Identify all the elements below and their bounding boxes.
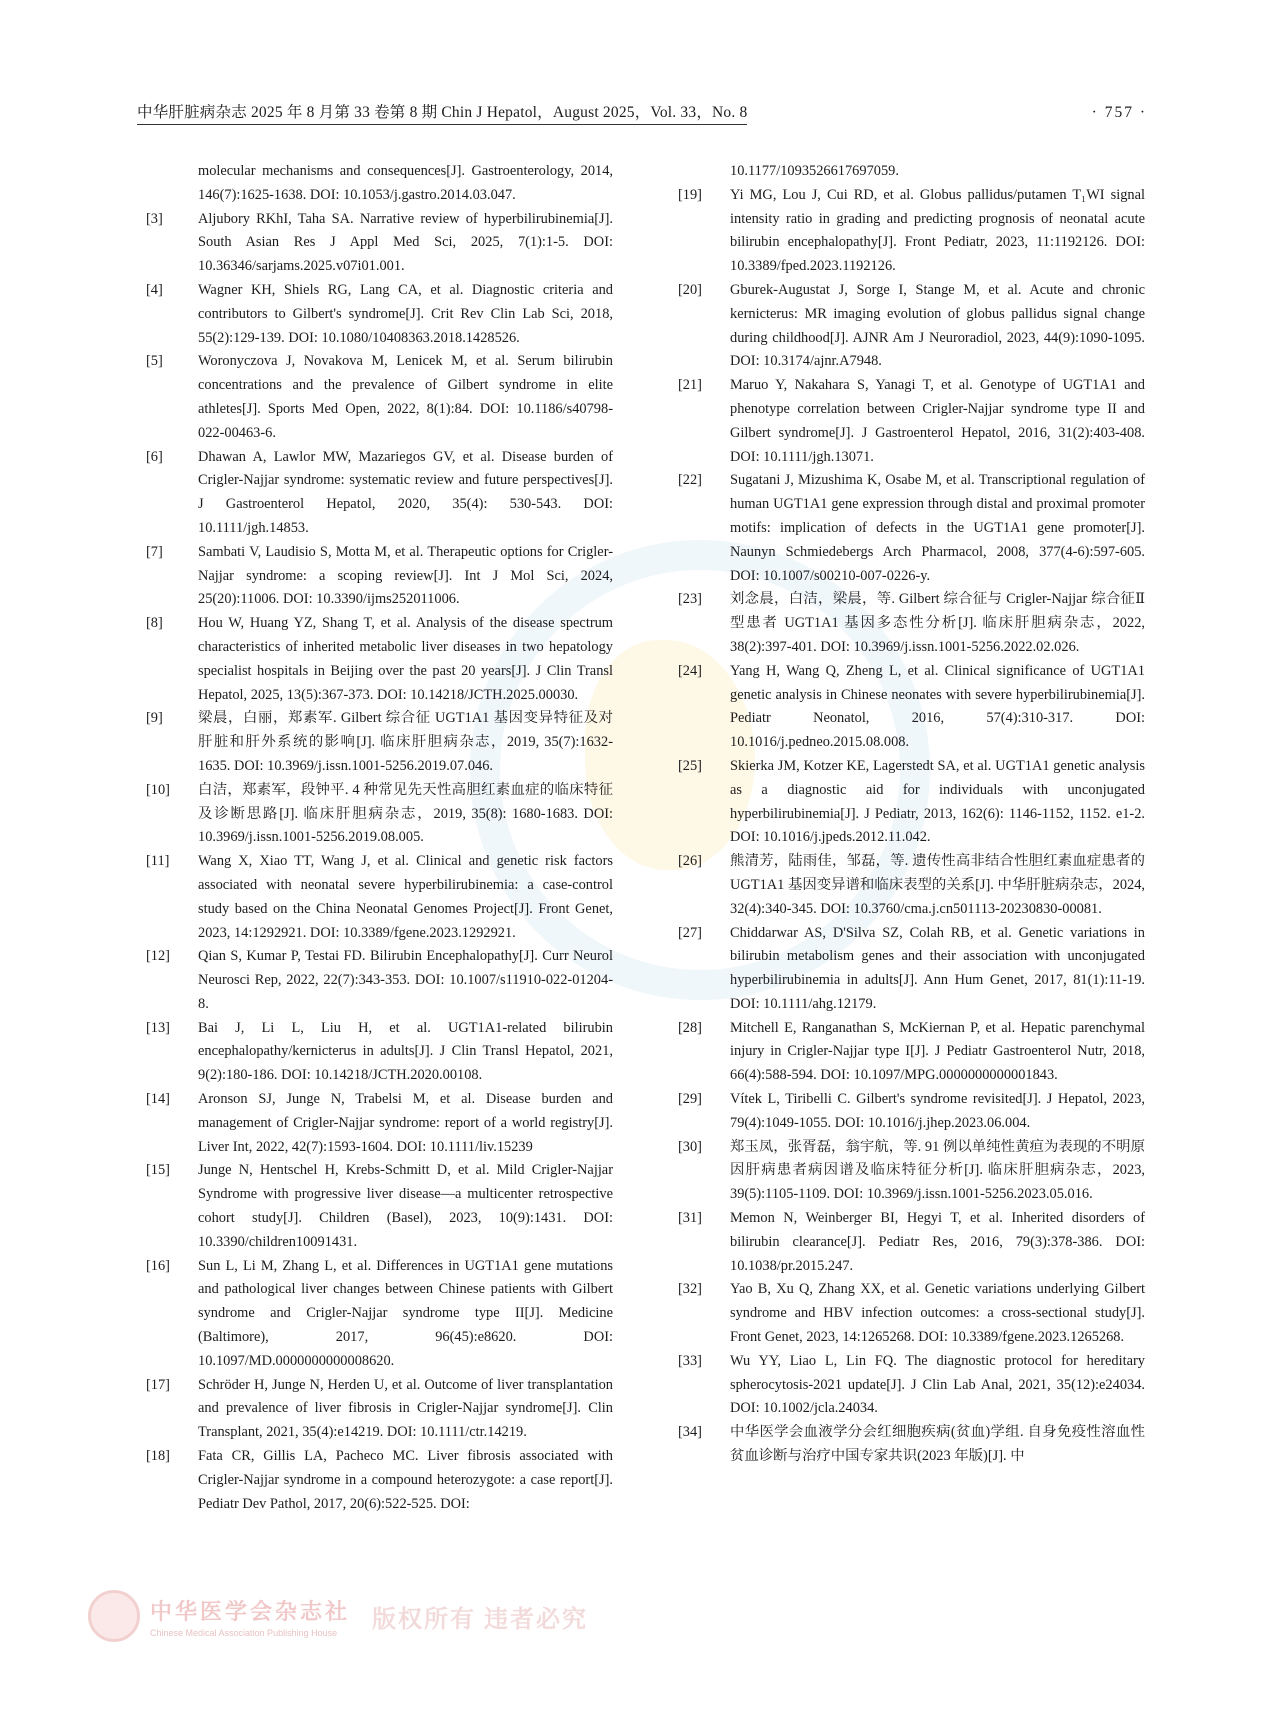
reference-entry bbox=[146, 1445, 613, 1516]
reference-number: [24] bbox=[678, 662, 702, 679]
reference-number: [17] bbox=[146, 1376, 170, 1393]
reference-text: 郑玉凤，张胥磊，翁宇航，等. 91 例以单纯性黄疸为表现的不明原因肝病患者病因谱及临床特征分析[J]. 临床肝胆病杂志，2023, 39(5):1105-1109. DOI: 10.3969/j.issn.1001-5256.2023.05.016. bbox=[730, 1138, 1145, 1203]
reference-text: 中华医学会血液学分会红细胞疾病(贫血)学组. 自身免疫性溶血性贫血诊断与治疗中国专家共识(2023 年版)[J]. 中 bbox=[730, 1424, 1145, 1465]
reference-entry bbox=[146, 850, 613, 945]
reference-number: [25] bbox=[678, 757, 702, 774]
reference-number: [19] bbox=[678, 186, 702, 203]
reference-number bbox=[146, 160, 198, 208]
running-header bbox=[137, 100, 1147, 125]
reference-entry bbox=[146, 612, 613, 707]
references-right-column bbox=[678, 160, 1145, 1469]
reference-entry bbox=[678, 1350, 1145, 1421]
reference-text: 10.1177/1093526617697059. bbox=[730, 163, 899, 179]
reference-entry bbox=[678, 922, 1145, 1017]
reference-text: Skierka JM, Kotzer KE, Lagerstedt SA, et al. UGT1A1 genetic analysis as a diagnostic aid for individuals with unconjugated hyperbilirubinemia[J]. J Pediatr, 2013, 162(6): 1146-1152, 1152. e1-2. DOI: 10.1016/j.jpeds.2012.11.042. bbox=[730, 757, 1145, 846]
reference-text: Sun L, Li M, Zhang L, et al. Differences in UGT1A1 gene mutations and pathological liver changes between Chinese patients with Gilbert syndrome and Crigler-Najjar syndrome type II[J]. Medicine (Baltimore), 2017, 96(45):e8620. DOI: 10.1097/MD.0000000000008620. bbox=[198, 1257, 613, 1369]
reference-text: molecular mechanisms and consequences[J]. Gastroenterology, 2014, 146(7):1625-1638. DOI: 10.1053/j.gastro.2014.03.047. bbox=[198, 163, 613, 203]
reference-entry bbox=[678, 374, 1145, 469]
reference-entry bbox=[678, 660, 1145, 755]
reference-text: Yang H, Wang Q, Zheng L, et al. Clinical significance of UGT1A1 genetic analysis in Chinese neonates with severe hyperbilirubinemia[J]. Pediatr Neonatol, 2016, 57(4):310-317. DOI: 10.1016/j.pedneo.2015.08.008. bbox=[730, 662, 1145, 751]
reference-number: [23] bbox=[678, 591, 702, 608]
reference-number: [12] bbox=[146, 948, 170, 965]
reference-entry bbox=[678, 184, 1145, 279]
reference-text: Yi MG, Lou J, Cui RD, et al. Globus pallidus/putamen T₁WI signal intensity ratio in grading and predicting prognosis of neonatal acute bilirubin encephalopathy[J]. Front Pediatr, 2023, 11:1192126. DOI: 10.3389/fped.2023.1192126. bbox=[730, 186, 1145, 275]
reference-text: Wu YY, Liao L, Lin FQ. The diagnostic protocol for hereditary spherocytosis-2021 update[J]. J Clin Lab Anal, 2021, 35(12):e24034. DOI: 10.1002/jcla.24034. bbox=[730, 1352, 1145, 1417]
reference-text: Schröder H, Junge N, Herden U, et al. Outcome of liver transplantation and prevalence of liver fibrosis in Crigler-Najjar syndrome[J]. Clin Transplant, 2021, 35(4):e14219. DOI: 10.1111/ctr.14219. bbox=[198, 1376, 613, 1441]
publisher-name-english: Chinese Medical Association Publishing House bbox=[150, 1627, 338, 1638]
reference-number: [20] bbox=[678, 281, 702, 298]
publisher-name: 中华医学会杂志社 bbox=[150, 1598, 351, 1624]
reference-entry bbox=[146, 208, 613, 279]
reference-entry bbox=[146, 279, 613, 350]
reference-number: [32] bbox=[678, 1281, 702, 1298]
reference-text: Qian S, Kumar P, Testai FD. Bilirubin Encephalopathy[J]. Curr Neurol Neurosci Rep, 2022, 22(7):343-353. DOI: 10.1007/s11910-022-01204-8. bbox=[198, 948, 613, 1012]
references-left-column bbox=[146, 160, 613, 1516]
reference-number: [4] bbox=[146, 281, 163, 298]
reference-text: Mitchell E, Ranganathan S, McKiernan P, et al. Hepatic parenchymal injury in Crigler-Najjar type I[J]. J Pediatr Gastroenterol Nutr, 2018, 66(4):588-594. DOI: 10.1097/MPG.0000000000001843. bbox=[730, 1019, 1145, 1084]
publisher-name-block bbox=[150, 1595, 350, 1638]
reference-number: [11] bbox=[146, 853, 170, 870]
reference-text: Wagner KH, Shiels RG, Lang CA, et al. Diagnostic criteria and contributors to Gilbert's syndrome[J]. Crit Rev Clin Lab Sci, 2018, 55(2):129-139. DOI: 10.1080/10408363.2018.1428526. bbox=[198, 281, 613, 346]
reference-number: [33] bbox=[678, 1352, 702, 1369]
reference-entry bbox=[146, 1017, 613, 1088]
reference-entry bbox=[146, 446, 613, 541]
reference-text: Gburek-Augustat J, Sorge I, Stange M, et al. Acute and chronic kernicterus: MR imaging evolution of globus pallidus signal change during childhood[J]. AJNR Am J Neuroradiol, 2023, 44(9):1090-1095. DOI: 10.3174/ajnr.A7948. bbox=[730, 281, 1145, 370]
reference-number: [6] bbox=[146, 448, 163, 465]
reference-number: [15] bbox=[146, 1162, 170, 1179]
reference-number: [27] bbox=[678, 924, 702, 941]
reference-text: 梁晨，白丽，郑素军. Gilbert 综合征 UGT1A1 基因变异特征及对肝脏和肝外系统的影响[J]. 临床肝胆病杂志，2019, 35(7):1632-1635. DOI: 10.3969/j.issn.1001-5256.2019.07.046. bbox=[198, 710, 613, 774]
reference-number: [34] bbox=[678, 1424, 702, 1441]
reference-text: 熊清芳，陆雨佳，邹磊，等. 遗传性高非结合性胆红素血症患者的 UGT1A1 基因变异谱和临床表型的关系[J]. 中华肝脏病杂志，2024, 32(4):340-345. DOI: 10.3760/cma.j.cn501113-20230830-00081. bbox=[730, 853, 1145, 917]
reference-number bbox=[678, 160, 730, 184]
reference-text: Junge N, Hentschel H, Krebs-Schmitt D, et al. Mild Crigler-Najjar Syndrome with progressive liver disease—a multicenter retrospective cohort study[J]. Children (Basel), 2023, 10(9):1431. DOI: 10.3390/children10091431. bbox=[198, 1162, 613, 1250]
reference-number: [21] bbox=[678, 377, 702, 394]
reference-text: Memon N, Weinberger BI, Hegyi T, et al. Inherited disorders of bilirubin clearance[J]. Pediatr Res, 2016, 79(3):378-386. DOI: 10.1038/pr.2015.247. bbox=[730, 1210, 1145, 1274]
reference-entry bbox=[146, 945, 613, 1016]
reference-text: Sugatani J, Mizushima K, Osabe M, et al. Transcriptional regulation of human UGT1A1 gene expression through distal and proximal promoter motifs: implication of defects in the UGT1A1 gene promoter[J]. Naunyn Schmiedebergs Arch Pharmacol, 2008, 377(4-6):597-605. DOI: 10.1007/s00210-007-0226-y. bbox=[730, 472, 1145, 584]
reference-number: [29] bbox=[678, 1091, 702, 1108]
reference-text: Yao B, Xu Q, Zhang XX, et al. Genetic variations underlying Gilbert syndrome and HBV infection outcomes: a cross-sectional study[J]. Front Genet, 2023, 14:1265268. DOI: 10.3389/fgene.2023.1265268. bbox=[730, 1281, 1145, 1346]
reference-text: Wang X, Xiao TT, Wang J, et al. Clinical and genetic risk factors associated with neonatal severe hyperbilirubinemia: a case-control study based on the China Neonatal Genomes Project[J]. Front Genet, 2023, 14:1292921. DOI: 10.3389/fgene.2023.1292921. bbox=[198, 853, 613, 941]
reference-entry bbox=[146, 1255, 613, 1374]
reference-text: Woronyczova J, Novakova M, Lenicek M, et al. Serum bilirubin concentrations and the prevalence of Gilbert syndrome in elite athletes[J]. Sports Med Open, 2022, 8(1):84. DOI: 10.1186/s40798-022-00463-6. bbox=[198, 353, 613, 441]
reference-number: [13] bbox=[146, 1019, 170, 1036]
reference-entry bbox=[678, 279, 1145, 374]
reference-text: 刘念晨，白洁，梁晨，等. Gilbert 综合征与 Crigler-Najjar 综合征Ⅱ型患者 UGT1A1 基因多态性分析[J]. 临床肝胆病杂志，2022, 38(2):397-401. DOI: 10.3969/j.issn.1001-5256.2022.02.026. bbox=[730, 591, 1145, 655]
reference-number: [30] bbox=[678, 1138, 702, 1155]
reference-entry bbox=[146, 350, 613, 445]
reference-entry bbox=[678, 755, 1145, 850]
publisher-watermark bbox=[88, 1590, 588, 1642]
reference-entry bbox=[146, 779, 613, 850]
reference-number: [28] bbox=[678, 1019, 702, 1036]
reference-text: Dhawan A, Lawlor MW, Mazariegos GV, et al. Disease burden of Crigler-Najjar syndrome: systematic review and future perspectives[J]. J Gastroenterol Hepatol, 2020, 35(4): 530-543. DOI: 10.1111/jgh.14853. bbox=[198, 448, 613, 536]
copyright-slogan: 版权所有 违者必究 bbox=[372, 1606, 589, 1633]
reference-number: [26] bbox=[678, 853, 702, 870]
reference-number: [18] bbox=[146, 1448, 170, 1465]
reference-text: Maruo Y, Nakahara S, Yanagi T, et al. Genotype of UGT1A1 and phenotype correlation between Crigler-Najjar syndrome type II and Gilbert syndrome[J]. J Gastroenterol Hepatol, 2016, 31(2):403-408. DOI: 10.1111/jgh.13071. bbox=[730, 377, 1145, 465]
reference-text: 白洁，郑素军，段钟平. 4 种常见先天性高胆红素血症的临床特征及诊断思路[J]. 临床肝胆病杂志，2019, 35(8): 1680-1683. DOI: 10.3969/j.issn.1001-5256.2019.08.005. bbox=[198, 781, 613, 846]
reference-entry bbox=[146, 541, 613, 612]
reference-entry bbox=[678, 1088, 1145, 1136]
page-number: · 757 · bbox=[1091, 104, 1147, 121]
reference-number: [22] bbox=[678, 472, 702, 489]
reference-entry bbox=[146, 160, 613, 208]
reference-entry bbox=[678, 1278, 1145, 1349]
reference-text: Vítek L, Tiribelli C. Gilbert's syndrome revisited[J]. J Hepatol, 2023, 79(4):1049-1055. DOI: 10.1016/j.jhep.2023.06.004. bbox=[730, 1091, 1145, 1131]
reference-text: Sambati V, Laudisio S, Motta M, et al. Therapeutic options for Crigler-Najjar syndrome: a scoping review[J]. Int J Mol Sci, 2024, 25(20):11006. DOI: 10.3390/ijms252011006. bbox=[198, 543, 613, 608]
reference-number: [7] bbox=[146, 543, 163, 560]
reference-entry bbox=[678, 850, 1145, 921]
reference-number: [3] bbox=[146, 210, 163, 227]
reference-number: [31] bbox=[678, 1210, 702, 1227]
reference-number: [16] bbox=[146, 1257, 170, 1274]
reference-number: [9] bbox=[146, 710, 163, 727]
reference-number: [10] bbox=[146, 781, 170, 798]
reference-entry bbox=[146, 707, 613, 778]
journal-citation-line: 中华肝脏病杂志 2025 年 8 月第 33 卷第 8 期 Chin J Hepatol，August 2025，Vol. 33，No. 8 bbox=[137, 100, 747, 125]
reference-entry bbox=[678, 1421, 1145, 1469]
reference-text: Hou W, Huang YZ, Shang T, et al. Analysis of the disease spectrum characteristics of inherited metabolic liver diseases in two hepatology specialist hospitals in Beijing over the past 20 years[J]. J Clin Transl Hepatol, 2025, 13(5):367-373. DOI: 10.14218/JCTH.2025.00030. bbox=[198, 615, 613, 703]
reference-entry bbox=[678, 160, 1145, 184]
reference-entry bbox=[678, 469, 1145, 588]
reference-text: Fata CR, Gillis LA, Pacheco MC. Liver fibrosis associated with Crigler-Najjar syndrome in a compound heterozygote: a case report[J]. Pediatr Dev Pathol, 2017, 20(6):522-525. DOI: bbox=[198, 1448, 613, 1512]
reference-entry bbox=[678, 588, 1145, 659]
reference-entry bbox=[678, 1017, 1145, 1088]
reference-text: Chiddarwar AS, D'Silva SZ, Colah RB, et al. Genetic variations in bilirubin metabolism genes and their association with unconjugated hyperbilirubinemia in adults[J]. Ann Hum Genet, 2017, 81(1):11-19. DOI: 10.1111/ahg.12179. bbox=[730, 924, 1145, 1012]
reference-number: [14] bbox=[146, 1091, 170, 1108]
reference-entry bbox=[678, 1207, 1145, 1278]
reference-entry bbox=[146, 1159, 613, 1254]
reference-text: Aljubory RKhI, Taha SA. Narrative review of hyperbilirubinemia[J]. South Asian Res J Appl Med Sci, 2025, 7(1):1-5. DOI: 10.36346/sarjams.2025.v07i01.001. bbox=[198, 210, 613, 275]
reference-entry bbox=[678, 1136, 1145, 1207]
reference-number: [8] bbox=[146, 615, 163, 632]
reference-number: [5] bbox=[146, 353, 163, 370]
reference-text: Aronson SJ, Junge N, Trabelsi M, et al. Disease burden and management of Crigler-Najjar syndrome: report of a world registry[J]. Liver Int, 2022, 42(7):1593-1604. DOI: 10.1111/liv.15239 bbox=[198, 1091, 613, 1155]
reference-entry bbox=[146, 1088, 613, 1159]
reference-entry bbox=[146, 1374, 613, 1445]
publisher-logo-icon bbox=[88, 1590, 140, 1642]
reference-text: Bai J, Li L, Liu H, et al. UGT1A1-related bilirubin encephalopathy/kernicterus in adults[J]. J Clin Transl Hepatol, 2021, 9(2):180-186. DOI: 10.14218/JCTH.2020.00108. bbox=[198, 1019, 613, 1084]
